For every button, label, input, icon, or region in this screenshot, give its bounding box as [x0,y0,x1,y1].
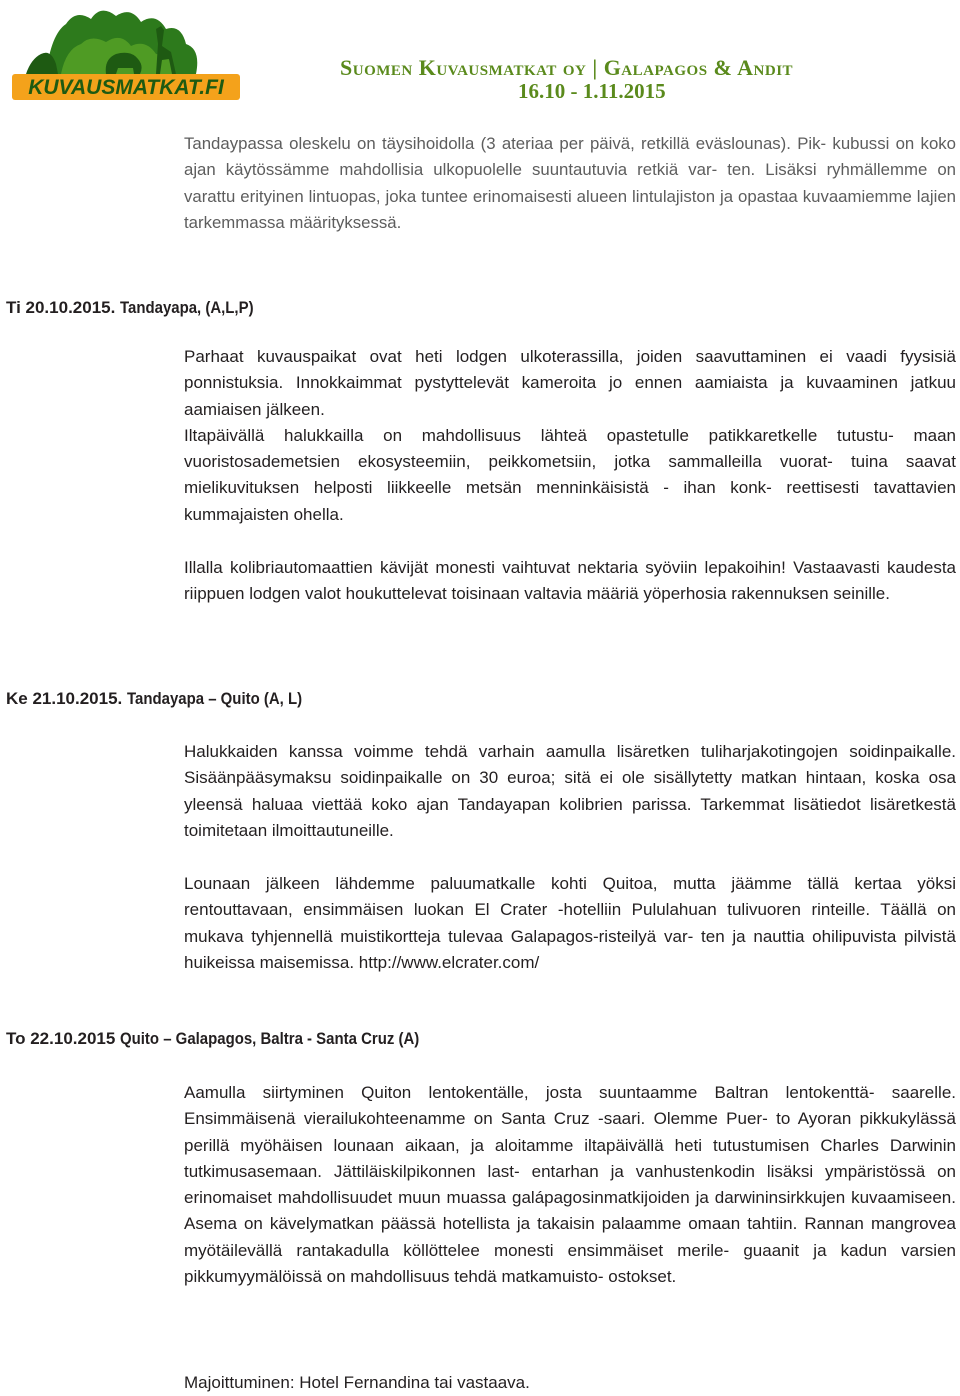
day-date: To 22.10.2015 [6,1029,116,1048]
text-line: soidinpaikalle. Sisäänpääsymaksu soidinpaikalle on 30 euroa; sitä ei ole sisällytetty [184,742,956,788]
day-paragraph [184,871,956,976]
day-paragraph [184,555,956,608]
day-place: Quito – Galapagos, Baltra - Santa Cruz (A) [120,1029,420,1048]
text-line: entarhan ja vanhustenkodin lisäksi ympäristössä on erinomaiset mahdollisuudet [184,1161,957,1208]
text-line: kubussi on koko ajan käytössämme mahdollisia ulkopuolelle suuntautuvia retkiä var- [184,134,956,180]
text-line: to Ayoran pikkukylässä perillä myöhäisen lounaan aikaan, ja aloitamme iltapäivällä [184,1109,956,1155]
text-line: fyysisiä ponnistuksia. Innokkaimmat pystyttelevät kameroita jo ennen aamiaista ja [184,347,956,393]
text-line: reettisesti tavattavien kummajaisten ohella. [184,478,956,524]
text-line: matkan hintaan, koska osa yleensä haluaa viettää koko ajan Tandayapan kolibrien [184,768,957,814]
jungle-animals-logo-icon [6,4,246,104]
text-line: rinteille. Täällä on mukava tyhjennellä muistikortteja tulevaa Galapagos-risteilyä var- [184,900,956,946]
day-heading [6,298,272,318]
text-line: kuvaaminen jatkuu aamiaisen jälkeen. [184,373,956,419]
text-line: Tandaypassa oleskelu on täysihoidolla (3 ateriaa per päivä, retkillä eväslounas). Pik- [184,134,827,153]
day-heading [6,1029,460,1049]
intro-paragraph [184,131,956,236]
text-line: Parhaat kuvauspaikat ovat heti lodgen ulkoterassilla, joiden saavuttaminen ei vaadi [184,347,887,366]
text-line: ostokset. [608,1267,677,1287]
day-place: Tandayapa, (A,L,P) [120,298,254,317]
text-line: Majoittuminen: Hotel Fernandina tai vastaava. [184,1373,530,1392]
day-paragraph [184,1370,956,1396]
text-line: Halukkaiden kanssa voimme tehdä varhain aamulla lisäretken tuliharjakotingojen [184,742,838,761]
header-title: Suomen Kuvausmatkat oy | Galapagos & Andit [340,55,794,80]
text-line: Lounaan jälkeen lähdemme paluumatkalle kohti Quitoa, mutta jäämme tällä kertaa [184,874,902,893]
header-dates: 16.10 - 1.11.2015 [518,79,666,103]
text-line: guaanit ja kadun varsien pikkumyymälöissä on mahdollisuus tehdä matkamuisto- [184,1240,956,1287]
day-heading [6,689,326,709]
day-place: Tandayapa – Quito (A, L) [127,689,303,708]
text-line: ten. Lisäksi ryhmällemme on varattu erityinen lintuopas, joka tuntee erinomaisesti [184,160,956,206]
day-date: Ke 21.10.2015. [6,689,123,708]
text-line: Aamulla siirtyminen Quiton lentokentälle, josta suuntaamme Baltran lentokenttä- [184,1083,875,1102]
day-date: Ti 20.10.2015. [6,298,116,317]
logo-text: KUVAUSMATKAT.FI [28,76,224,99]
day-paragraph [184,344,956,528]
text-line: Vastaavasti kaudesta riippuen lodgen valot houkuttelevat toisinaan valtavia määriä [184,558,956,604]
text-line: on kävelymatkan päässä hotellista ja takaisin palaamme omaan tahtiin. Rannan [243,1214,864,1234]
text-line: saarelle. Ensimmäisenä vierailukohteenamme on Santa Cruz -saari. Olemme Puer- [184,1083,956,1129]
text-line: tuina saavat mielikuvituksen helposti liikkeelle metsän menninkäisistä - ihan konk- [184,452,956,498]
text-line: heti tutustumisen Charles Darwinin tutkimusasemaan. Jättiläiskilpikonnen last- [184,1135,956,1181]
day-paragraph [184,1080,956,1290]
text-line: yöperhosia rakennuksen seinille. [643,584,890,604]
text-line: maan vuoristosademetsien ekosysteemiin, peikkometsiin, jotka sammalleilla vuorat- [184,425,956,472]
text-line: yöksi rentouttavaan, ensimmäisen luokan El Crater -hotelliin Pululahuan tulivuoren [184,874,956,920]
kuvausmatkat-logo [6,4,246,104]
text-line: Iltapäivällä halukkailla on mahdollisuus lähteä opastetulle patikkaretkelle tutustu- [184,425,894,445]
text-line: muun muassa galápagosinmatkijoiden ja darwininsirkkujen kuvaamiseen. Asema [184,1188,956,1234]
text-line: alueen lintulajiston ja opastaa kuvaamiemme lajien tarkemmassa määrityksessä. [184,186,956,232]
day-paragraph [184,739,956,844]
text-line: parissa. Tarkemmat lisätiedot lisäretkestä toimitetaan ilmoittautuneille. [184,794,956,840]
text-line: ten ja nauttia ohilipuvista pilvistä huikeissa maisemissa. http://www.elcrater.com/ [184,926,956,972]
text-line: Illalla kolibriautomaattien kävijät monesti vaihtuvat nektaria syöviin lepakoihin! [184,558,786,577]
text-line: mangrovea myötäilevällä rantakadulla köllöttelee monesti ensimmäiset merile- [184,1214,956,1260]
